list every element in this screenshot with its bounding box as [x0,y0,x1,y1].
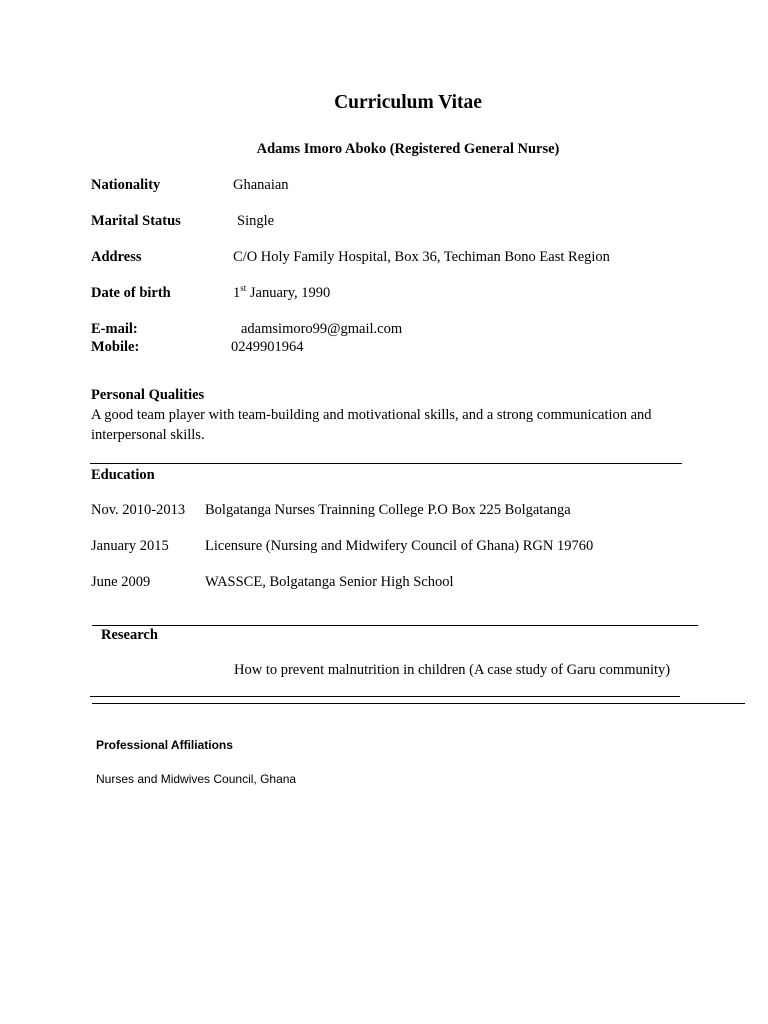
address-label: Address [91,249,142,265]
affiliations-text: Nurses and Midwives Council, Ghana [96,772,297,786]
qualities-line-2: interpersonal skills. [91,427,205,443]
qualities-line-1: A good team player with team-building and motivational skills, and a strong communication and [91,407,652,423]
mobile-value: 0249901964 [231,339,304,355]
email-value[interactable]: adamsimoro99@gmail.com [241,321,403,337]
divider-affiliations [92,703,745,704]
nationality-value: Ghanaian [233,177,289,193]
affiliations-heading: Professional Affiliations [96,738,233,752]
divider-research [92,625,698,626]
dob-suffix: st [240,283,247,294]
marital-status-label: Marital Status [91,213,181,229]
dob-day: 1 [233,285,241,301]
education-date-2: January 2015 [91,538,169,554]
divider-education [90,463,682,464]
candidate-name: Adams Imoro Aboko (Registered General Nurse) [256,141,560,157]
address-value: C/O Holy Family Hospital, Box 36, Techiman Bono East Region [233,249,610,265]
dob-month-year: January, 1990 [246,285,331,301]
qualities-heading: Personal Qualities [91,387,205,403]
document-title: Curriculum Vitae [334,92,482,113]
education-detail-2: Licensure (Nursing and Midwifery Council of Ghana) RGN 19760 [205,538,594,554]
education-heading: Education [91,467,155,483]
research-text: How to prevent malnutrition in children (A case study of Garu community) [234,662,671,678]
divider-research-bottom [90,696,680,697]
education-detail-1: Bolgatanga Nurses Trainning College P.O Box 225 Bolgatanga [205,502,571,518]
nationality-label: Nationality [91,177,161,193]
mobile-label: Mobile: [91,339,140,355]
email-label: E-mail: [91,321,138,337]
dob-label: Date of birth [91,285,171,301]
education-date-3: June 2009 [91,574,151,590]
marital-status-value: Single [237,213,275,229]
dob-value [233,285,330,302]
education-detail-3: WASSCE, Bolgatanga Senior High School [205,574,454,590]
education-date-1: Nov. 2010-2013 [91,502,186,518]
research-heading: Research [101,627,158,643]
